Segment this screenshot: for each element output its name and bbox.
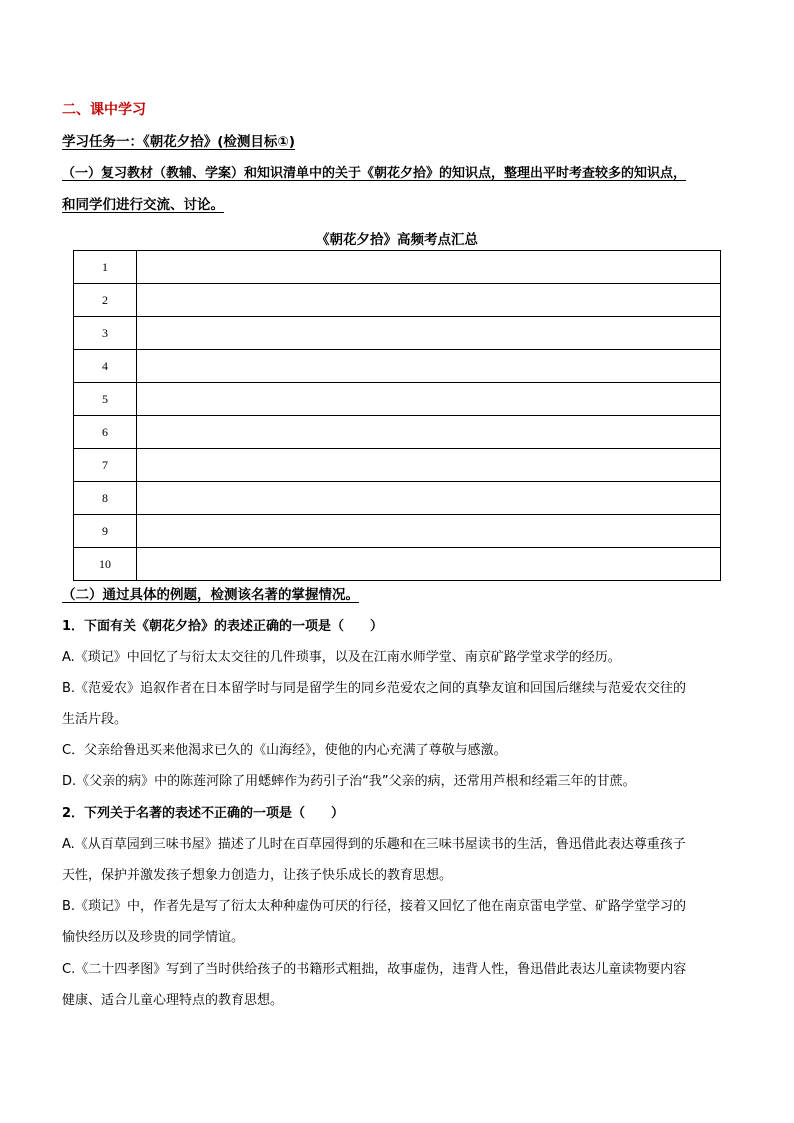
question-1-option-b-line1: B.《范爱农》追叙作者在日本留学时与同是留学生的同乡范爱农之间的真挚友谊和回国后继续与范爱农交往的 [62, 681, 687, 696]
key-points-table [73, 250, 721, 581]
row-content-cell[interactable] [137, 284, 721, 317]
section-title: 二、课中学习 [62, 102, 146, 118]
question-2-option-b-line2: 愉快经历以及珍贵的同学情谊。 [62, 930, 245, 945]
part1-instruction-line1: （一）复习教材（教辅、学案）和知识清单中的关于《朝花夕拾》的知识点，整理出平时考查较多的知识点， [62, 166, 687, 181]
table-row [74, 383, 721, 416]
task-title: 学习任务一：《朝花夕拾》(检测目标①) [62, 134, 296, 150]
row-number: 10 [74, 548, 137, 581]
row-content-cell[interactable] [137, 383, 721, 416]
question-2-option-a-line2: 天性，保护并激发孩子想象力创造力，让孩子快乐成长的教育思想。 [62, 868, 453, 883]
table-row [74, 548, 721, 581]
row-number: 5 [74, 383, 137, 416]
question-2-option-c-line1: C.《二十四孝图》写到了当时供给孩子的书籍形式粗拙，故事虚伪，违背人性，鲁迅借此表达儿童读物要内容 [62, 962, 687, 977]
question-2-option-b-line1: B.《琐记》中，作者先是写了衍太太种种虚伪可厌的行径，接着又回忆了他在南京雷电学堂、矿路学堂学习的 [62, 899, 687, 914]
table-row [74, 449, 721, 482]
row-content-cell[interactable] [137, 548, 721, 581]
table-row [74, 416, 721, 449]
row-number: 9 [74, 515, 137, 548]
row-number: 6 [74, 416, 137, 449]
row-content-cell[interactable] [137, 482, 721, 515]
table-row [74, 515, 721, 548]
question-1-stem: 1．下面有关《朝花夕拾》的表述正确的一项是（ ） [62, 619, 384, 634]
row-number: 2 [74, 284, 137, 317]
question-1-option-d: D.《父亲的病》中的陈莲河除了用蟋蟀作为药引子治“我”父亲的病，还常用芦根和经霜三年的甘蔗。 [62, 774, 636, 789]
part2-title: （二）通过具体的例题，检测该名著的掌握情况。 [62, 587, 359, 603]
part1-instruction-line2: 和同学们进行交流、讨论。 [62, 197, 224, 213]
question-1-option-b-line2: 生活片段。 [62, 712, 128, 727]
row-content-cell[interactable] [137, 317, 721, 350]
row-number: 8 [74, 482, 137, 515]
row-content-cell[interactable] [137, 416, 721, 449]
question-2-option-a-line1: A.《从百草园到三味书屋》描述了儿时在百草园得到的乐趣和在三味书屋读书的生活，鲁迅借此表达尊重孩子 [62, 837, 686, 852]
question-1-option-c: C．父亲给鲁迅买来他渴求已久的《山海经》，使他的内心充满了尊敬与感激。 [62, 743, 507, 758]
row-number: 4 [74, 350, 137, 383]
row-number: 7 [74, 449, 137, 482]
table-caption: 《朝花夕拾》高频考点汇总 [316, 232, 478, 248]
row-content-cell[interactable] [137, 449, 721, 482]
table-row [74, 251, 721, 284]
row-content-cell[interactable] [137, 251, 721, 284]
question-1-option-a: A.《琐记》中回忆了与衍太太交往的几件琐事，以及在江南水师学堂、南京矿路学堂求学的经历。 [62, 650, 621, 665]
table-row [74, 482, 721, 515]
row-content-cell[interactable] [137, 515, 721, 548]
table-row [74, 317, 721, 350]
table-row [74, 284, 721, 317]
row-number: 1 [74, 251, 137, 284]
row-content-cell[interactable] [137, 350, 721, 383]
question-2-stem: 2．下列关于名著的表述不正确的一项是（ ） [62, 806, 345, 821]
row-number: 3 [74, 317, 137, 350]
table-row [74, 350, 721, 383]
question-2-option-c-line2: 健康、适合儿童心理特点的教育思想。 [62, 993, 284, 1008]
